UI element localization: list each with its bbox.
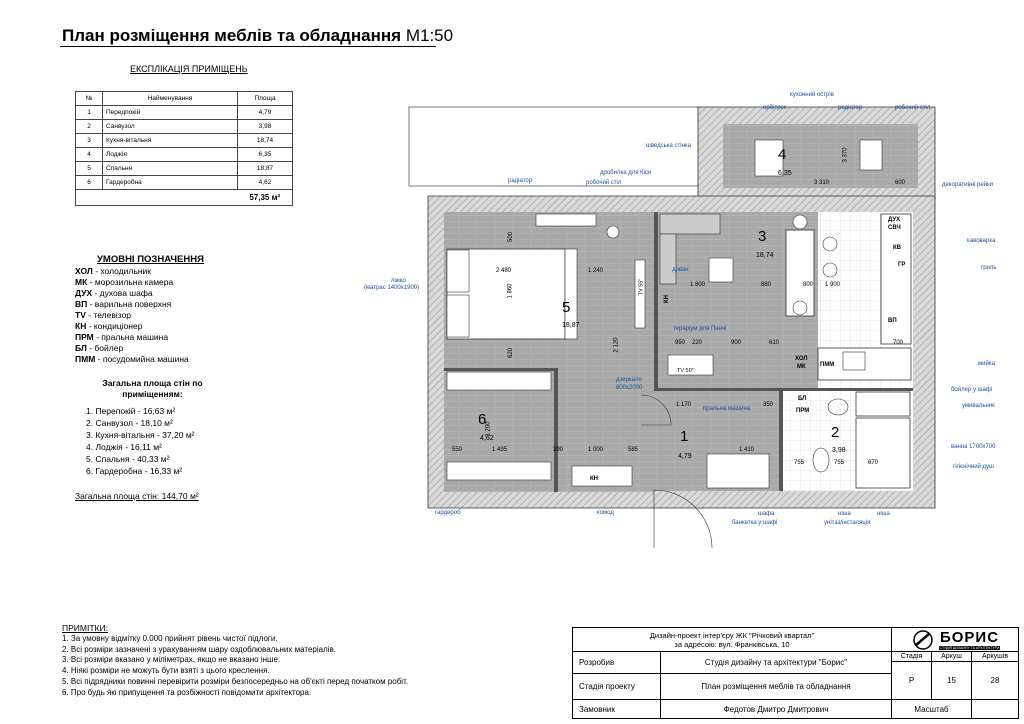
partition-bedroom-kitchen [654, 212, 658, 388]
label-washer: пральна машина [703, 406, 751, 412]
label-closet: шафа [758, 511, 775, 517]
list-item: 5. Спальня - 40,33 м² [86, 454, 170, 464]
list-item: 4. Лоджія - 16,11 м² [86, 442, 162, 452]
coffee-table [709, 258, 733, 282]
dimension: 2 120 [613, 337, 620, 353]
dimension: 220 [692, 340, 703, 346]
dimension: 755 [794, 460, 805, 466]
stage-label: Стадія проекту [573, 674, 661, 700]
kitchen-cabinets [881, 214, 911, 344]
room-area: 18,87 [562, 322, 580, 329]
label-work-desk: робочий стіл [895, 105, 931, 111]
dimension: 880 [761, 282, 772, 288]
legend-item: ПММ - посудомийна машина [75, 354, 189, 364]
dimension: 3 310 [814, 180, 830, 186]
label-kitchen-island: кухонний острів [790, 92, 834, 98]
chair [823, 263, 837, 277]
list-item: 3. Кухня-вітальня - 37,20 м² [86, 430, 195, 440]
washing-label: ПРМ [796, 408, 810, 414]
table-row: 1 Передпокій 4,79 [76, 106, 293, 120]
legend-item: ДУХ - духова шафа [75, 288, 153, 298]
col-sheets-header: Аркушів [972, 652, 1018, 662]
table-row: 2 Санвузол 3,98 [76, 120, 293, 134]
partition-bath [779, 388, 783, 491]
label-radiator-left: радіатор [508, 178, 533, 184]
logo-subtitle: СТУДІЯ ДИЗАЙНУ ТА АРХІТЕКТУРИ [939, 646, 1000, 650]
dimension: 670 [868, 460, 879, 466]
label-dresser: комод [597, 510, 614, 516]
explication-heading: ЕКСПЛІКАЦІЯ ПРИМІЩЕНЬ [130, 64, 248, 74]
studio-logo [892, 628, 1018, 652]
label-shoe-bench: банкетка у шафі [732, 520, 778, 526]
customer-label: Замовник [573, 700, 661, 718]
sheets-value: 28 [972, 662, 1018, 700]
dimension: 1 860 [507, 283, 514, 299]
room-number: 4 [778, 146, 787, 163]
page-title: План розміщення меблів та обладнання М1:50 [62, 26, 454, 45]
dimension: 390 [553, 447, 564, 453]
kv-label: КВ [893, 245, 901, 251]
room-area: 4,62 [480, 435, 494, 442]
list-item: 1. Перепокій - 16,63 м² [86, 406, 176, 416]
table-row: 6 Гардеробна 4,62 [76, 176, 293, 190]
label-swedish-wall: шведська стінка [646, 143, 692, 149]
col-area-header: Площа [238, 92, 293, 106]
washbasin [828, 399, 848, 415]
label-bed: ліжко [391, 278, 406, 284]
dimension: 1 800 [690, 282, 706, 288]
list-item: 6. Гардеробна - 16,33 м² [86, 466, 183, 476]
label-hygienic-shower: гігієнічний душ [953, 464, 994, 470]
tv-bed-label: TV 55" [638, 278, 645, 296]
notes-heading: ПРИМІТКИ: [62, 623, 108, 633]
dishwasher-label: ПММ [820, 362, 835, 368]
bathtub [856, 392, 910, 416]
desk [536, 214, 596, 226]
freezer-label: МК [797, 364, 806, 370]
ac-label: КН [664, 295, 670, 303]
pillow [447, 295, 469, 337]
label-sofa: диван [672, 267, 689, 273]
dimension: 2 480 [496, 268, 512, 274]
dimension: 1 900 [825, 282, 841, 288]
room-number: 1 [680, 428, 689, 445]
dimension: 610 [769, 340, 780, 346]
loggia-chair [860, 140, 882, 170]
logo-icon [910, 630, 936, 650]
label-boiler-cabinet: бойлер у шафі [951, 387, 993, 393]
list-item: 2. Санвузол - 18,10 м² [86, 418, 173, 428]
project-name: Дизайн-проект інтер'єру ЖК "Річковий квартал" за адресою: вул. Франківська, 10 [573, 628, 892, 652]
room-number: 6 [478, 411, 487, 428]
label-grill: гриль [981, 265, 997, 271]
dimension: 800 [803, 282, 814, 288]
room-area: 3,98 [832, 447, 846, 454]
label-decor-rails: декоративні рейки [942, 182, 994, 188]
walls-heading: Загальна площа стін по приміщенням: [102, 378, 203, 399]
table-row: 4 Лоджія 6,35 [76, 148, 293, 162]
logo-text: БОРИС [939, 629, 1000, 646]
dimension: 950 [675, 340, 686, 346]
sofa-back [660, 214, 720, 234]
dimension: 755 [834, 460, 845, 466]
label-work-table: робочий стіл [586, 180, 622, 186]
room-area: 6,35 [778, 170, 792, 177]
legend-item: БЛ - бойлер [75, 343, 124, 353]
label-washbasin: умивальник [962, 403, 995, 409]
dimension: 3 370 [842, 147, 849, 163]
label-mirror: дзеркало [616, 377, 642, 383]
dimension: 1 240 [588, 268, 604, 274]
hall-closet [707, 454, 769, 488]
sofa-arm [660, 234, 676, 284]
dimension: 585 [628, 447, 639, 453]
ac-label: КН [590, 476, 598, 482]
dimension: 700 [893, 340, 904, 346]
label-orbitrek: орбітрек [763, 105, 787, 111]
stage-value: Р [892, 662, 932, 700]
dimension: 900 [731, 340, 742, 346]
legend-item: ВП - варильна поверхня [75, 299, 172, 309]
sheet-title: План розміщення меблів та обладнання [661, 674, 892, 700]
developed-label: Розробив [573, 652, 661, 674]
chair [793, 215, 807, 229]
table-row: 5 Спальня 18,87 [76, 162, 293, 176]
legend-item: МК - морозильна камера [75, 277, 174, 287]
room-number: 5 [562, 299, 571, 316]
dresser [572, 466, 632, 486]
label-coffee-machine: кавоварка [967, 238, 996, 244]
partition-wardrobe [554, 368, 558, 492]
scale-value [972, 700, 1018, 718]
label-mirror-size: 800х2000 [616, 385, 643, 391]
wardrobe-rail [447, 462, 551, 480]
developed-value: Студія дизайну та архітектури "Борис" [661, 652, 892, 674]
dimension: 350 [763, 402, 774, 408]
room-number: 2 [831, 424, 840, 441]
chair [823, 237, 837, 251]
col-name-header: Найменування [103, 92, 238, 106]
sink [843, 352, 865, 370]
gr-label: ГР [898, 262, 906, 268]
label-bath: ванна 1700х700 [951, 444, 996, 450]
col-stage-header: Стадія [892, 652, 932, 662]
tv-living-label: TV 50" [677, 368, 694, 374]
partition-wardrobe-top [444, 368, 554, 371]
table-row: 3 Кухня-вітальня 18,74 [76, 134, 293, 148]
label-niche: ніша [877, 511, 890, 517]
label-mattress: (матрас 1400х1900) [364, 285, 420, 291]
col-number-header: № [76, 92, 103, 106]
oven-label: ДУХ [888, 217, 901, 223]
chair [607, 226, 619, 238]
wardrobe-rail [447, 372, 551, 390]
boiler-label: БЛ [798, 396, 807, 402]
dimension: 1 495 [492, 447, 508, 453]
legend-item: КН - кондиціонер [75, 321, 143, 331]
list-item: 5. Всі підрядники повинні перевірити розміри безпосередньо на об'єкті перед початком робіт. [62, 676, 409, 686]
dimension: 600 [895, 180, 906, 186]
title-block [572, 627, 1019, 719]
label-kis-shredder: дробилка для Кіси [600, 170, 652, 176]
room-area: 18,74 [756, 252, 774, 259]
dimension: 550 [452, 447, 463, 453]
room-area: 4,79 [678, 453, 692, 460]
partition-hall-top [654, 388, 913, 391]
fridge-label: ХОЛ [795, 356, 808, 362]
list-item: 4. Ніякі розміри не можуть бути взяті з цього креслення. [62, 666, 270, 676]
dimension: 1 170 [676, 402, 692, 408]
list-item: 2. Всі розміри зазначені з урахуванням шару оздоблювальних матеріалів. [62, 644, 336, 654]
col-sheet-header: Аркуш [932, 652, 972, 662]
loggia-floor [723, 124, 918, 188]
microwave-label: СВЧ [888, 225, 901, 231]
label-wardrobe: гардероб [435, 510, 461, 516]
dimension: 1 200 [485, 421, 492, 437]
vp-label: ВП [888, 318, 897, 324]
explication-total: 57,35 м² [238, 190, 293, 206]
dimension: 620 [508, 347, 515, 359]
legend-item: ХОЛ - холодильник [75, 266, 151, 276]
toilet [813, 448, 829, 472]
label-sink: мийка [978, 361, 995, 367]
legend-item: TV - телевізор [75, 310, 132, 320]
list-item: 3. Всі розміри вказано у міліметрах, якщо не вказано інше. [62, 655, 281, 665]
walls-total: Загальна площа стін: 144,70 м² [75, 491, 199, 501]
bath-area [856, 418, 910, 488]
pillow [447, 250, 469, 292]
legend-heading: УМОВНІ ПОЗНАЧЕННЯ [97, 254, 204, 265]
list-item: 6. Про будь які припущення та розбіжності повідомити архітектора. [62, 687, 312, 697]
list-item: 1. За умовну відмітку 0.000 прийнят рівень чистої підлоги. [62, 634, 278, 643]
dimension: 1 000 [588, 447, 604, 453]
label-terrarium: тераріум для Панчі [673, 326, 727, 332]
room-number: 3 [758, 228, 767, 245]
dimension: 500 [508, 231, 515, 243]
label-toilet: унітаз/інсталяція [824, 520, 871, 526]
dimension: 1 410 [739, 447, 755, 453]
sheet-value: 15 [932, 662, 972, 700]
legend-item: ПРМ - пральна машина [75, 332, 169, 342]
scale-label: Масштаб [892, 700, 972, 718]
label-niche: ніша [838, 511, 851, 517]
label-radiator: радіатор [838, 105, 863, 111]
customer-value: Федотов Дмитро Дмитрович [661, 700, 892, 718]
chair [793, 301, 807, 315]
